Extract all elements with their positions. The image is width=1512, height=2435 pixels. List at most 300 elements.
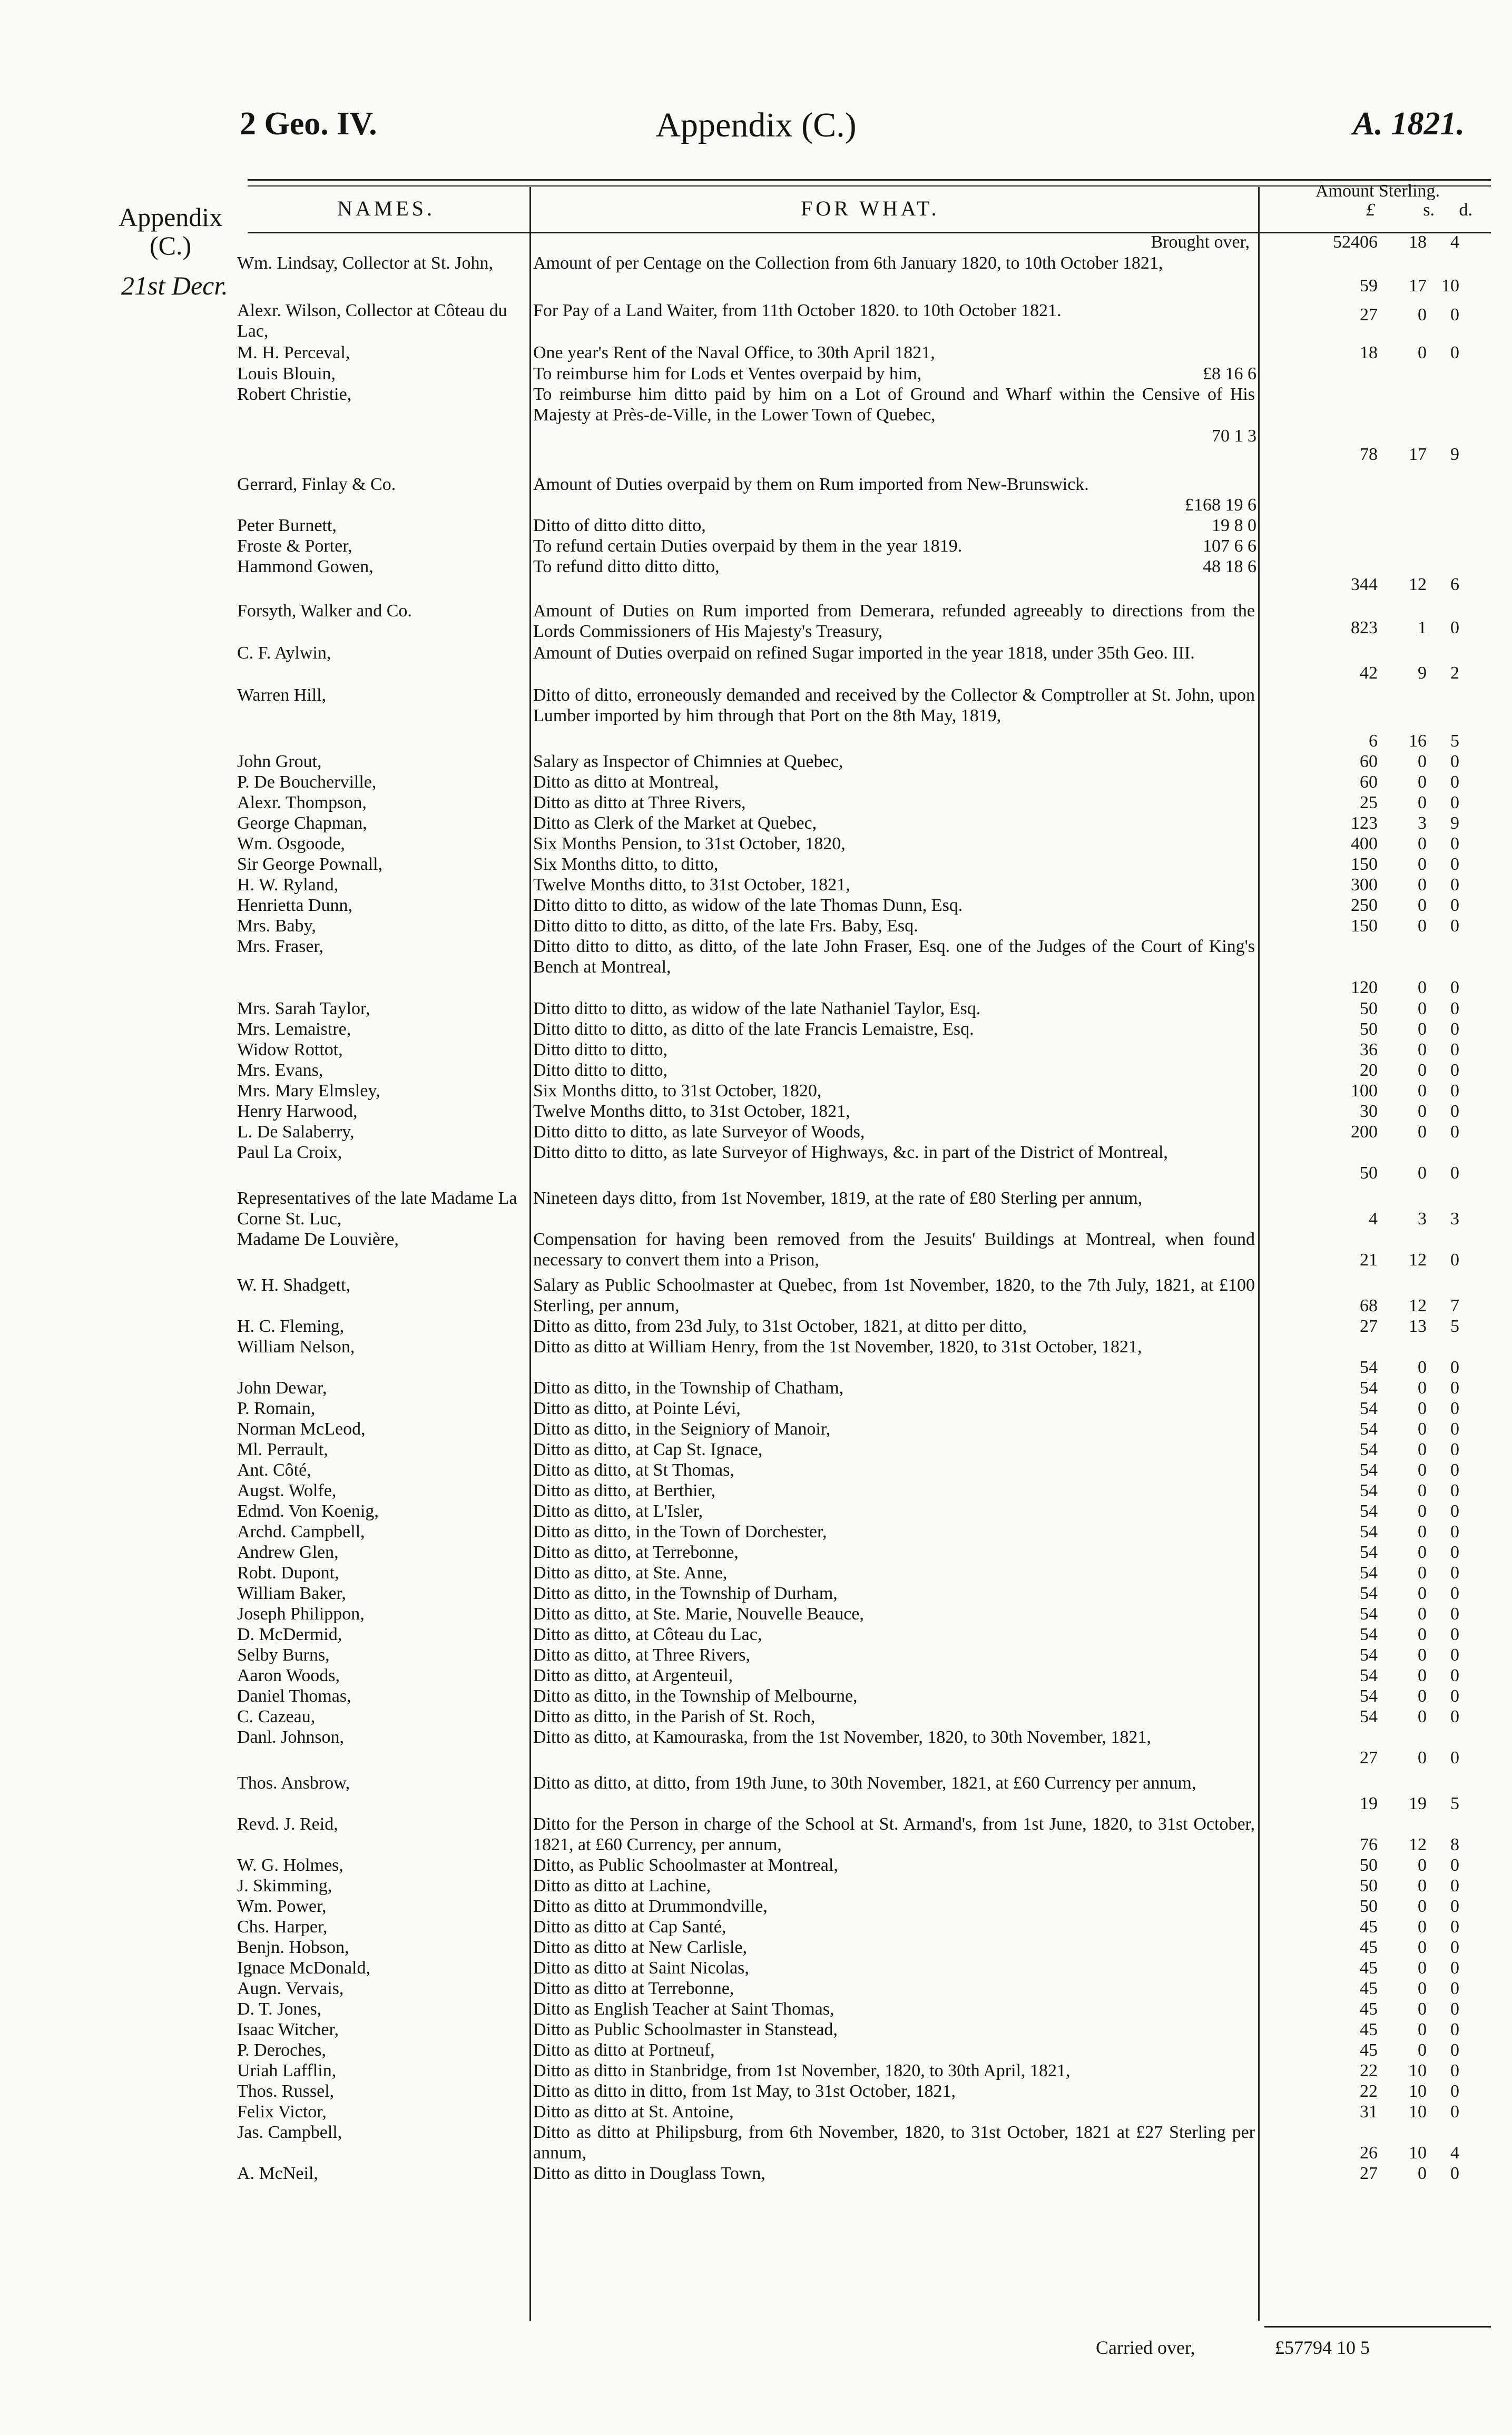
top-rule xyxy=(248,179,1491,181)
amount-s: 0 xyxy=(1418,1481,1427,1500)
amount-s: 13 xyxy=(1409,1317,1427,1336)
payment-description: Ditto as ditto, at Argenteuil, xyxy=(533,1666,733,1685)
payee-name-line: Ml. Perrault, xyxy=(237,1440,328,1459)
amount-d: 0 xyxy=(1450,1748,1459,1768)
payment-description: Ditto as ditto, at Ste. Marie, Nouvelle Beauce, xyxy=(533,1604,864,1624)
payee-name-line: Thos. Ansbrow, xyxy=(237,1773,350,1793)
amount-l: 59 xyxy=(1360,276,1378,296)
payee-name-line: J. Skimming, xyxy=(237,1876,332,1896)
amount-l: 54 xyxy=(1360,1584,1378,1603)
payment-description: Ditto as ditto, at Terrebonne, xyxy=(533,1543,739,1562)
payment-description: Ditto as ditto at Terrebonne, xyxy=(533,1979,734,1998)
payee-name-line: Ant. Côté, xyxy=(237,1460,311,1480)
amount-d: 0 xyxy=(1450,855,1459,874)
payee-name xyxy=(237,601,522,621)
amount-d: 0 xyxy=(1450,1666,1459,1685)
amount-l: 150 xyxy=(1351,855,1378,874)
payee-name-line: William Baker, xyxy=(237,1584,346,1603)
payee-name xyxy=(237,300,522,341)
amount-l: 54 xyxy=(1360,1399,1378,1418)
payee-name xyxy=(237,2102,522,2122)
amount-s: 12 xyxy=(1409,575,1427,594)
payment-description: Ditto as ditto, at L'Isler, xyxy=(533,1501,703,1521)
payee-name xyxy=(237,1501,522,1521)
amount-d: 0 xyxy=(1450,343,1459,362)
amount-sterling xyxy=(1264,2081,1486,2102)
payee-name-line: W. G. Holmes, xyxy=(237,1855,343,1875)
amount-l: 54 xyxy=(1360,1460,1378,1480)
payment-description: Ditto as ditto in Stanbridge, from 1st November, 1820, to 30th April, 1821, xyxy=(533,2061,1071,2080)
amount-d: 0 xyxy=(1450,305,1459,325)
payee-name xyxy=(237,1624,522,1645)
payment-description: Ditto as ditto, in the Parish of St. Roch, xyxy=(533,1707,816,1726)
amount-l: 150 xyxy=(1351,916,1378,936)
amount-s: 3 xyxy=(1418,1209,1427,1229)
payee-name xyxy=(237,1316,522,1337)
amount-sterling xyxy=(1264,574,1486,595)
amount-s: 0 xyxy=(1418,978,1427,997)
payee-name xyxy=(237,1398,522,1419)
amount-sterling xyxy=(1264,813,1486,833)
header-session: 2 Geo. IV. xyxy=(240,106,377,142)
payment-description: To reimburse him ditto paid by him on a Lot of Ground and Wharf within the Censive of His Majesty at Près-de-Ville, in the Lower Town of Quebec, xyxy=(533,385,1255,425)
payee-name-line: Mrs. Sarah Taylor, xyxy=(237,999,370,1018)
payee-name-line: Widow Rottot, xyxy=(237,1040,343,1059)
amount-s: 0 xyxy=(1418,1501,1427,1521)
payee-name-line: Thos. Russel, xyxy=(237,2081,335,2101)
amount-l: 54 xyxy=(1360,1522,1378,1541)
brought-over-d: 4 xyxy=(1450,232,1459,252)
payment-description: Ditto as ditto at Saint Nicolas, xyxy=(533,1958,749,1978)
payment-description: To reimburse him for Lods et Ventes overpaid by him, xyxy=(533,364,922,384)
amount-sterling xyxy=(1264,1583,1486,1604)
amount-d: 0 xyxy=(1450,1040,1459,1059)
payee-name xyxy=(237,875,522,895)
carried-over-label: Carried over, xyxy=(1096,2337,1195,2358)
amount-l: 54 xyxy=(1360,1625,1378,1644)
amount-sterling xyxy=(1264,1542,1486,1563)
payment-description: Compensation for having been removed from the Jesuits' Buildings at Montreal, when found necessary to convert them into a Prison, xyxy=(533,1230,1255,1270)
amount-l: 45 xyxy=(1360,2020,1378,2039)
payee-name-line: Alexr. Wilson, Collector at Côteau du Lac, xyxy=(237,301,507,341)
margin-date-text: 21st Decr. xyxy=(121,271,228,300)
payee-name-line: Isaac Witcher, xyxy=(237,2020,339,2039)
amount-d: 0 xyxy=(1450,1938,1459,1957)
payee-name xyxy=(237,1101,522,1122)
amount-sterling xyxy=(1264,875,1486,895)
amount-d: 0 xyxy=(1450,1917,1459,1937)
payee-name-line: Robt. Dupont, xyxy=(237,1563,339,1583)
payee-name xyxy=(237,1583,522,1604)
amount-s: 0 xyxy=(1418,2164,1427,2183)
amount-sterling xyxy=(1264,276,1486,296)
payee-name xyxy=(237,643,522,663)
amount-s: 0 xyxy=(1418,1163,1427,1183)
amount-sterling xyxy=(1264,1250,1486,1270)
amount-l: 100 xyxy=(1351,1081,1378,1101)
payment-description: Ditto ditto to ditto, as ditto of the late Francis Lemaistre, Esq. xyxy=(533,1019,974,1039)
payee-name-line: Joseph Philippon, xyxy=(237,1604,365,1624)
payee-name xyxy=(237,1019,522,1039)
amount-sterling xyxy=(1264,1855,1486,1876)
amount-d: 0 xyxy=(1450,618,1459,637)
payee-name xyxy=(237,364,522,405)
payee-name-line: Madame De Louvière, xyxy=(237,1230,399,1249)
amount-l: 50 xyxy=(1360,1019,1378,1039)
payment-description: Ditto as ditto, at Cap St. Ignace, xyxy=(533,1440,763,1459)
payee-name xyxy=(237,536,522,556)
payee-name-line: D. McDermid, xyxy=(237,1625,342,1644)
amount-d: 0 xyxy=(1450,772,1459,792)
amount-d: 0 xyxy=(1450,1686,1459,1706)
amount-d: 5 xyxy=(1450,731,1459,751)
payee-name-line: Felix Victor, xyxy=(237,2102,327,2122)
sub-amount: 48 18 6 xyxy=(1203,557,1256,576)
amount-sterling xyxy=(1264,1019,1486,1039)
amount-d: 2 xyxy=(1450,663,1459,683)
amount-s: 3 xyxy=(1418,813,1427,833)
amount-sterling xyxy=(1264,1209,1486,1229)
amount-d: 0 xyxy=(1450,916,1459,936)
payment-description: Ditto for the Person in charge of the School at St. Armand's, from 1st June, 1820, to 31st October, 1821, at £60 Currency, per annum, xyxy=(533,1814,1255,1854)
amount-s: 0 xyxy=(1418,1563,1427,1583)
amount-l: 300 xyxy=(1351,875,1378,895)
amount-l: 27 xyxy=(1360,1317,1378,1336)
amount-d: 5 xyxy=(1450,1317,1459,1336)
amount-d: 0 xyxy=(1450,999,1459,1018)
amount-s: 0 xyxy=(1418,1081,1427,1101)
payee-name xyxy=(237,474,522,495)
amount-s: 0 xyxy=(1418,1399,1427,1418)
payment-description: Ditto as Public Schoolmaster in Stanstead, xyxy=(533,2020,838,2039)
amount-s: 0 xyxy=(1418,1917,1427,1937)
amount-s: 19 xyxy=(1409,1794,1427,1813)
amount-s: 17 xyxy=(1409,276,1427,296)
payee-name xyxy=(237,895,522,916)
payee-name xyxy=(237,1480,522,1501)
amount-s: 0 xyxy=(1418,1440,1427,1459)
payee-name-line: Forsyth, Walker and Co. xyxy=(237,601,412,621)
payee-name-line: Mrs. Fraser, xyxy=(237,937,323,956)
payment-description: Ditto ditto to ditto, as late Surveyor of Highways, &c. in part of the District of Montreal, xyxy=(533,1143,1168,1162)
amount-l: 76 xyxy=(1360,1835,1378,1854)
amount-l: 200 xyxy=(1351,1122,1378,1142)
amount-sterling xyxy=(1264,1081,1486,1101)
payee-name xyxy=(237,2122,522,2143)
amount-l: 823 xyxy=(1351,618,1378,637)
payment-description: Ditto as ditto, at ditto, from 19th June, to 30th November, 1821, at £60 Currency per annum, xyxy=(533,1773,1196,1793)
payee-name-line: Ignace McDonald, xyxy=(237,1958,371,1978)
amount-d: 0 xyxy=(1450,1625,1459,1644)
amount-s: 9 xyxy=(1418,663,1427,683)
payee-name-line: Benjn. Hobson, xyxy=(237,1938,349,1957)
amount-l: 250 xyxy=(1351,896,1378,915)
payment-description: Ditto ditto to ditto, as late Surveyor of Woods, xyxy=(533,1122,865,1142)
amount-sterling xyxy=(1264,1398,1486,1419)
amount-d: 0 xyxy=(1450,1419,1459,1439)
amount-d: 9 xyxy=(1450,813,1459,833)
payment-description: Nineteen days ditto, from 1st November, 1819, at the rate of £80 Sterling per annum, xyxy=(533,1189,1143,1208)
amount-s: 0 xyxy=(1418,343,1427,362)
payment-description: Ditto as ditto, at Kamouraska, from the 1st November, 1820, to 30th November, 1821, xyxy=(533,1727,1151,1747)
payee-name-line: Danl. Johnson, xyxy=(237,1727,345,1747)
amount-l: 36 xyxy=(1360,1040,1378,1059)
payee-name xyxy=(237,1060,522,1081)
payee-name xyxy=(237,1686,522,1706)
amount-l: 120 xyxy=(1351,978,1378,997)
amount-d: 0 xyxy=(1450,1604,1459,1624)
amount-s: 0 xyxy=(1418,1019,1427,1039)
amount-d: 0 xyxy=(1450,1102,1459,1121)
amount-s: 0 xyxy=(1418,1686,1427,1706)
amount-l: 60 xyxy=(1360,772,1378,792)
amount-s: 0 xyxy=(1418,1358,1427,1377)
payment-description: Amount of per Centage on the Collection from 6th January 1820, to 10th October 1821, xyxy=(533,253,1163,273)
amount-sterling xyxy=(1264,1665,1486,1686)
payment-description: Ditto as ditto, at Côteau du Lac, xyxy=(533,1625,762,1644)
amount-sterling xyxy=(1264,1876,1486,1896)
amount-d: 0 xyxy=(1450,2061,1459,2080)
amount-l: 21 xyxy=(1360,1250,1378,1270)
amount-l: 54 xyxy=(1360,1543,1378,1562)
payee-name xyxy=(237,1229,522,1250)
payee-name-line: John Grout, xyxy=(237,752,322,771)
payee-name-line: Hammond Gowen, xyxy=(237,557,374,576)
amount-l: 60 xyxy=(1360,752,1378,771)
payee-name-line: Mrs. Lemaistre, xyxy=(237,1019,351,1039)
amount-s: 0 xyxy=(1418,1543,1427,1562)
amount-l: 50 xyxy=(1360,1897,1378,1916)
amount-d: 0 xyxy=(1450,1543,1459,1562)
amount-l: 26 xyxy=(1360,2143,1378,2163)
amount-d: 0 xyxy=(1450,978,1459,997)
amount-sterling xyxy=(1264,305,1486,325)
amount-sterling xyxy=(1264,444,1486,465)
payee-name xyxy=(237,2081,522,2102)
payment-description: Ditto as ditto, in the Seigniory of Manoir, xyxy=(533,1419,831,1439)
amount-d: 0 xyxy=(1450,2164,1459,2183)
amount-s: 0 xyxy=(1418,855,1427,874)
payee-name xyxy=(237,2019,522,2040)
payee-name-line: Revd. J. Reid, xyxy=(237,1814,338,1834)
payee-name xyxy=(237,1460,522,1480)
payment-description: Ditto as ditto, in the Township of Melbourne, xyxy=(533,1686,858,1706)
amount-d: 0 xyxy=(1450,793,1459,812)
amount-l: 54 xyxy=(1360,1707,1378,1726)
payee-name-line: Wm. Osgoode, xyxy=(237,834,345,853)
amount-l: 54 xyxy=(1360,1440,1378,1459)
payment-description: Ditto as ditto, at Three Rivers, xyxy=(533,1645,751,1665)
payment-description: Six Months ditto, to 31st October, 1820, xyxy=(533,1081,822,1101)
payee-name xyxy=(237,1563,522,1583)
amount-sterling xyxy=(1264,1501,1486,1521)
amount-d: 8 xyxy=(1450,1835,1459,1854)
amount-sterling xyxy=(1264,833,1486,854)
payee-name-line: Sir George Pownall, xyxy=(237,855,383,874)
payee-name-line: Norman McLeod, xyxy=(237,1419,366,1439)
payee-name-line: Mrs. Evans, xyxy=(237,1061,323,1080)
payee-name xyxy=(237,1917,522,1937)
amount-d: 0 xyxy=(1450,1897,1459,1916)
payee-name-line: Andrew Glen, xyxy=(237,1543,339,1562)
payee-name-line: Augst. Wolfe, xyxy=(237,1481,337,1500)
amount-s: 16 xyxy=(1409,731,1427,751)
payee-name xyxy=(237,833,522,854)
amount-sterling xyxy=(1264,977,1486,998)
amount-s: 0 xyxy=(1418,2020,1427,2039)
amount-d: 0 xyxy=(1450,1481,1459,1500)
amount-d: 7 xyxy=(1450,1296,1459,1315)
amount-d: 9 xyxy=(1450,445,1459,464)
amount-l: 45 xyxy=(1360,1999,1378,2019)
amount-l: 27 xyxy=(1360,1748,1378,1768)
amount-sterling xyxy=(1264,731,1486,751)
amount-sterling xyxy=(1264,1917,1486,1937)
payee-name-line: D. T. Jones, xyxy=(237,1999,322,2019)
payment-description: Amount of Duties overpaid by them on Rum imported from New-Brunswick. xyxy=(533,475,1089,494)
amount-l: 30 xyxy=(1360,1102,1378,1121)
amount-sterling xyxy=(1264,854,1486,875)
payment-description: Ditto as ditto, in the Township of Durham, xyxy=(533,1584,838,1603)
payee-name-line: Peter Burnett, xyxy=(237,516,337,535)
payee-name xyxy=(237,854,522,875)
payee-name xyxy=(237,1439,522,1460)
amount-sterling xyxy=(1264,1163,1486,1183)
amount-sterling xyxy=(1264,1958,1486,1978)
payee-name xyxy=(237,1937,522,1958)
amount-sterling xyxy=(1264,1793,1486,1814)
payee-name-line: Aaron Woods, xyxy=(237,1666,340,1685)
payee-name xyxy=(237,556,522,577)
payment-description: Salary as Inspector of Chimnies at Quebec, xyxy=(533,752,843,771)
payment-description: Ditto as ditto, at Ste. Anne, xyxy=(533,1563,728,1583)
amount-d: 0 xyxy=(1450,1081,1459,1101)
payment-description: Ditto as ditto at Lachine, xyxy=(533,1876,711,1896)
payee-name xyxy=(237,916,522,936)
payment-description: Ditto ditto to ditto, xyxy=(533,1040,668,1059)
payment-description: Ditto as ditto in Douglass Town, xyxy=(533,2164,765,2183)
carried-over-total: £57794 10 5 xyxy=(1275,2337,1370,2358)
amount-s: 0 xyxy=(1418,1666,1427,1685)
amount-sterling xyxy=(1264,1357,1486,1378)
amount-l: 20 xyxy=(1360,1061,1378,1080)
amount-sterling xyxy=(1264,1316,1486,1337)
amount-s: 0 xyxy=(1418,1855,1427,1875)
amount-l: 400 xyxy=(1351,834,1378,853)
payment-description: Ditto as ditto, at St Thomas, xyxy=(533,1460,734,1480)
payee-name-line: Jas. Campbell, xyxy=(237,2123,342,2142)
payee-name xyxy=(237,1978,522,1999)
payment-description: Ditto as ditto at Drummondville, xyxy=(533,1897,768,1916)
amount-l: 123 xyxy=(1351,813,1378,833)
amount-sterling xyxy=(1264,1563,1486,1583)
amount-d: 0 xyxy=(1450,896,1459,915)
amount-sterling xyxy=(1264,751,1486,772)
payee-name-line: Wm. Lindsay, Collector at St. John, xyxy=(237,253,494,273)
amount-l: 54 xyxy=(1360,1358,1378,1377)
amount-s: 12 xyxy=(1409,1835,1427,1854)
payee-name xyxy=(237,751,522,772)
amount-d: 0 xyxy=(1450,1358,1459,1377)
amount-column-divider xyxy=(1258,187,1260,2321)
amount-d: 0 xyxy=(1450,2040,1459,2060)
shillings-header: s. xyxy=(1423,200,1435,220)
amount-l: 22 xyxy=(1360,2081,1378,2101)
payment-description: Ditto as ditto at Cap Santé, xyxy=(533,1917,726,1937)
payee-name xyxy=(237,1855,522,1876)
payee-name-line: John Dewar, xyxy=(237,1378,327,1398)
amount-l: 54 xyxy=(1360,1378,1378,1398)
payment-description: Ditto as ditto at Philipsburg, from 6th November, 1820, to 31st October, 1821 at £27 Sterling per annum, xyxy=(533,2123,1255,2163)
payment-description: Ditto as ditto in ditto, from 1st May, to 31st October, 1821, xyxy=(533,2081,956,2101)
payee-name-line: Augn. Vervais, xyxy=(237,1979,344,1998)
amount-sterling xyxy=(1264,2040,1486,2060)
payee-name xyxy=(237,1188,522,1229)
payee-name-line: Daniel Thomas, xyxy=(237,1686,351,1706)
payment-description: Ditto of ditto ditto ditto, xyxy=(533,516,706,535)
payee-name-line: Mrs. Baby, xyxy=(237,916,316,936)
payment-description: Ditto as ditto, in the Township of Chatham, xyxy=(533,1378,844,1398)
amount-d: 0 xyxy=(1450,834,1459,853)
sub-amount: £168 19 6 xyxy=(1185,495,1256,515)
payee-name xyxy=(237,1645,522,1665)
amount-d: 0 xyxy=(1450,1958,1459,1978)
amount-s: 0 xyxy=(1418,1419,1427,1439)
payee-name-line: L. De Salaberry, xyxy=(237,1122,355,1142)
amount-l: 45 xyxy=(1360,1979,1378,1998)
payee-name xyxy=(237,813,522,833)
payment-description: Ditto ditto to ditto, xyxy=(533,1061,668,1080)
payee-name-line: Selby Burns, xyxy=(237,1645,330,1665)
payee-name-line: William Nelson, xyxy=(237,1337,355,1357)
amount-s: 12 xyxy=(1409,1250,1427,1270)
payee-name xyxy=(237,1419,522,1439)
payee-name xyxy=(237,685,522,705)
amount-s: 0 xyxy=(1418,752,1427,771)
header-title: Appendix (C.) xyxy=(655,106,857,144)
amount-s: 0 xyxy=(1418,2040,1427,2060)
amount-sterling xyxy=(1264,1480,1486,1501)
amount-s: 12 xyxy=(1409,1296,1427,1315)
amount-d: 0 xyxy=(1450,1979,1459,1998)
amount-s: 10 xyxy=(1409,2061,1427,2080)
amount-s: 0 xyxy=(1418,999,1427,1018)
payee-name-line: Representatives of the late Madame La Corne St. Luc, xyxy=(237,1189,517,1229)
payee-name xyxy=(237,998,522,1019)
amount-d: 0 xyxy=(1450,1163,1459,1183)
amount-sterling xyxy=(1264,2060,1486,2081)
payment-description: To refund certain Duties overpaid by them in the year 1819. xyxy=(533,536,963,556)
payment-description: Ditto of ditto, erroneously demanded and received by the Collector & Comptroller at St. John, upon Lumber imported by him through that Port on the 8th May, 1819, xyxy=(533,685,1255,725)
amount-d: 0 xyxy=(1450,1563,1459,1583)
amount-s: 0 xyxy=(1418,875,1427,895)
amount-s: 0 xyxy=(1418,1378,1427,1398)
payee-name-line: A. McNeil, xyxy=(237,2164,318,2183)
amount-l: 54 xyxy=(1360,1419,1378,1439)
amount-header-label: Amount Sterling. xyxy=(1315,181,1440,201)
payee-name-line: Henry Harwood, xyxy=(237,1102,358,1121)
amount-l: 50 xyxy=(1360,1855,1378,1875)
amount-sterling xyxy=(1264,1439,1486,1460)
amount-s: 0 xyxy=(1418,1979,1427,1998)
amount-l: 78 xyxy=(1360,445,1378,464)
sub-amount: £8 16 6 xyxy=(1203,364,1256,384)
payee-name-line: H. C. Fleming, xyxy=(237,1317,345,1336)
payee-name xyxy=(237,1604,522,1624)
payment-description: Amount of Duties overpaid on refined Sugar imported in the year 1818, under 35th Geo. III. xyxy=(533,643,1195,663)
amount-sterling xyxy=(1264,2102,1486,2122)
amount-d: 0 xyxy=(1450,2102,1459,2122)
